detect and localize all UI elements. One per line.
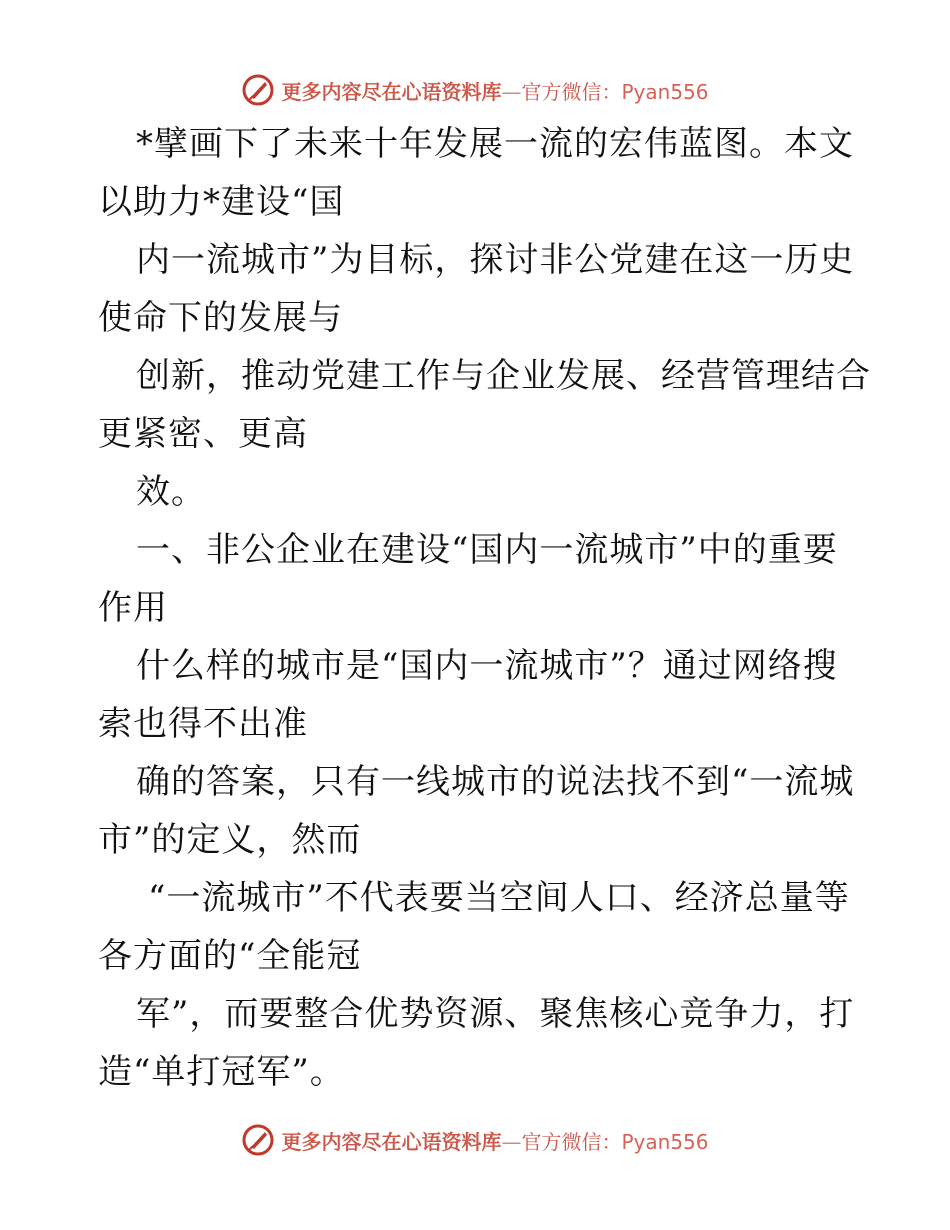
watermark-text: [281, 76, 708, 105]
section-heading-continued: 作用: [98, 588, 168, 628]
text-line: 内一流城市”为目标，探讨非公党建在这一历史: [136, 240, 855, 280]
text-line: 确的答案，只有一线城市的说法找不到“一流城: [136, 762, 855, 802]
text-line: 创新，推动党建工作与企业发展、经营管理结合: [136, 356, 871, 396]
section-heading: 一、非公企业在建设“国内一流城市”中的重要: [136, 530, 838, 570]
text-line: 什么样的城市是“国内一流城市”？通过网络搜: [136, 646, 838, 686]
watermark-separator: —: [501, 79, 522, 104]
footer-watermark: [0, 1120, 950, 1160]
watermark-wechat-id: Pyan556: [621, 1129, 709, 1154]
text-line: “一流城市”不代表要当空间人口、经济总量等: [148, 878, 850, 918]
text-line: 市”的定义，然而: [98, 820, 362, 860]
quill-circle-logo-icon: [241, 1123, 275, 1157]
watermark-official-label: 官方微信：: [521, 1129, 622, 1154]
text-line: 各方面的“全能冠: [98, 936, 362, 976]
header-watermark: [0, 70, 950, 110]
text-line: 以助力*建设“国: [98, 182, 345, 222]
text-line: 效。: [136, 472, 206, 512]
quill-circle-logo-icon: [241, 73, 275, 107]
watermark-official-label: 官方微信：: [521, 79, 622, 104]
watermark-wechat-id: Pyan556: [621, 79, 709, 104]
text-line: 使命下的发展与: [98, 298, 343, 338]
text-line: 索也得不出准: [98, 704, 308, 744]
text-line: 造“单打冠军”。: [98, 1052, 345, 1092]
text-line: 更紧密、更高: [98, 414, 308, 454]
watermark-brand: 更多内容尽在心语资料库: [281, 79, 502, 104]
document-body: [98, 115, 871, 1101]
watermark-brand: 更多内容尽在心语资料库: [281, 1129, 502, 1154]
text-line: *擘画下了未来十年发展一流的宏伟蓝图。本文: [136, 124, 854, 164]
watermark-separator: —: [501, 1129, 522, 1154]
watermark-text: [281, 1126, 708, 1155]
text-line: 军”，而要整合优势资源、聚焦核心竞争力，打: [136, 994, 855, 1034]
